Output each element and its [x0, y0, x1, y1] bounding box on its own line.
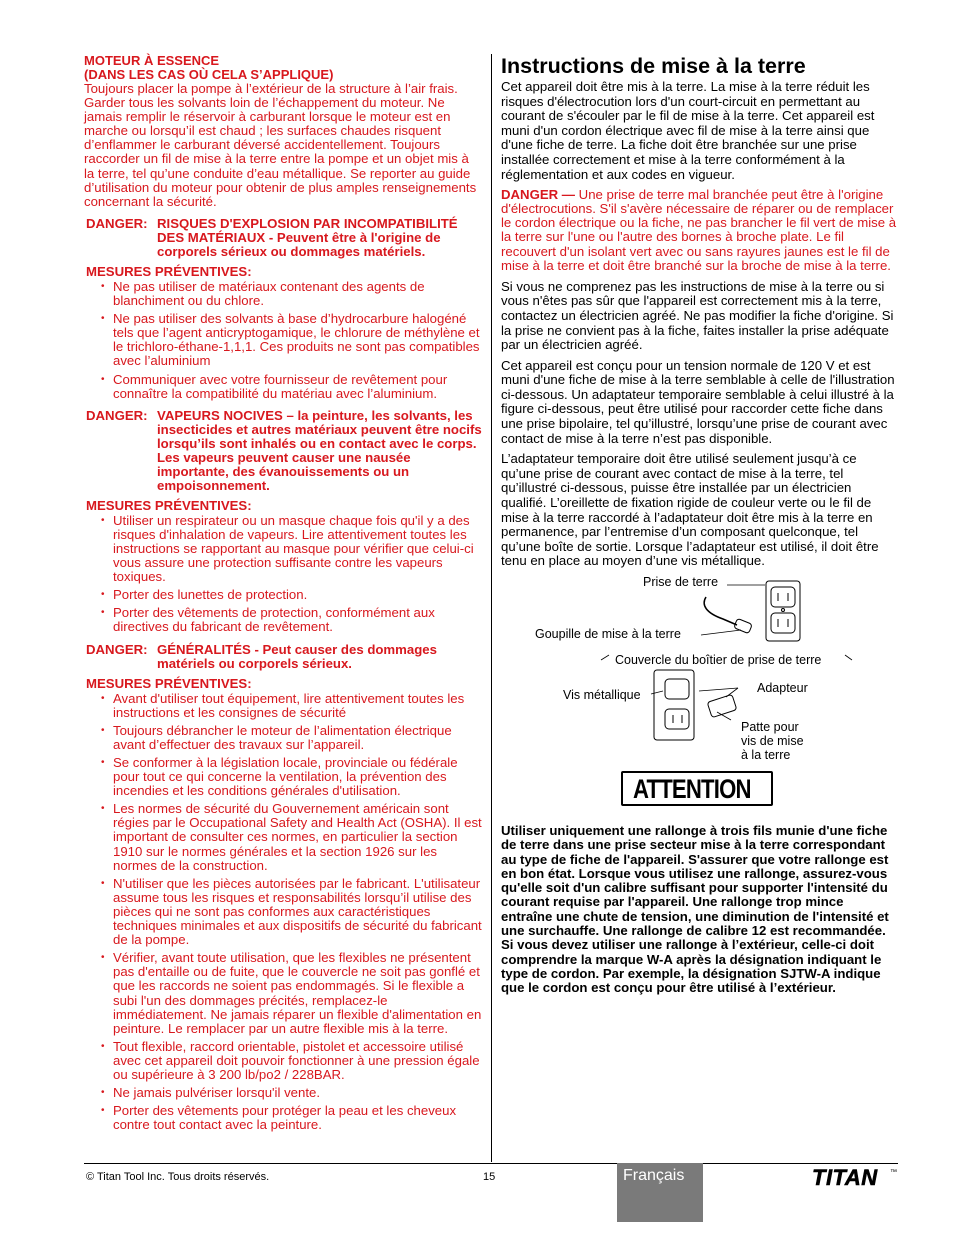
attention-box: [621, 771, 773, 806]
language-label: Français: [623, 1167, 685, 1184]
page-title: Instructions de mise à la terre: [501, 54, 806, 78]
danger-text: VAPEURS NOCIVES – la peinture, les solvants, les insecticides et autres matériaux peuvent être nocifs lorsqu’ils sont inhalés ou en contact avec le corps. Les vapeurs peuvent causer une nausée importante, des évanouissements ou un empoisonnement.: [157, 407, 482, 493]
titan-logo-icon: [810, 1165, 902, 1189]
grounding-figure: [501, 575, 897, 763]
titan-logo: [810, 1165, 902, 1194]
danger-vapors: [84, 409, 482, 493]
bullet-list-3: [84, 692, 482, 1133]
header-line-2: (DANS LES CAS OÙ CELA S’APPLIQUE): [84, 67, 334, 82]
extension-cord-text: Utiliser uniquement une rallonge à trois fils munie d'une fiche de terre dans une prise secteur mise à la terre correspondant au type de fiche de l'appareil. S'assurer que votre rallonge est en bon état. Lorsque vous utilisez une rallonge, assurez-vous qu'elle soit d'un calibre suffisant pour supporter l'intensité du courant requise par l'appareil. Une rallonge trop mince entraîne une chute de tension, une diminution de l'intensité et une surchauffe. Une rallonge de calibre 12 est recommandée. Si vous devez utiliser une rallonge à l’extérieur, celle-ci doit comprendre la marque W-A après la désignation indiquant le type de cordon. Par exemple, la désignation SJTW-A indique que le cordon est conçu pour être utilisé à l’extérieur.: [501, 823, 889, 996]
danger-label: DANGER:: [86, 407, 148, 423]
list-item: • Utiliser un respirateur ou un masque chaque fois qu'il y a des risques d'inhalation de vapeurs. Lire attentivement toutes les instructions se rapportant au masque pour vérifier que celui-ci vous assure une protection suffisante contre les vapeurs toxiques.: [84, 514, 482, 584]
danger-explosion: [84, 217, 482, 259]
danger-text: RISQUES D'EXPLOSION PAR INCOMPATIBILITÉ DES MATÉRIAUX - Peuvent être à l'origine de corporels sérieux ou dommages matériels.: [157, 215, 458, 259]
mesures-heading: MESURES PRÉVENTIVES:: [86, 675, 252, 691]
danger-label: DANGER —: [501, 187, 575, 203]
column-divider: [491, 54, 492, 1162]
footer-rule: [84, 1163, 898, 1164]
label-prise: Prise de terre: [643, 575, 719, 589]
label-patte-line: à la terre: [741, 748, 791, 762]
list-item: • Vérifier, avant toute utilisation, que les flexibles ne présentent pas d'entaille ou de fuite, que le couvercle ne soit pas gonflé et que les raccords ne soient pas endommagés. Si le flexible a subi l'un des dommages précités, remplacez-le immédiatement. Ne jamais réparer un flexible d'alimentation en peinture. Le remplacer par un autre flexible mis à la terre.: [84, 951, 482, 1036]
grounding-para-4: L’adaptateur temporaire doit être utilisé seulement jusqu’à ce qu’une prise de courant avec contact de mise à la terre, tel qu’illustré ci-dessous, puisse être installée par un électricien qualifié. L’oreillette de fixation rigide de couleur verte ou le fil de mise à la terre raccordé à l’adaptateur doit être mis à la terre en permanence, par l’entremise d’un composant quelconque, tel qu’une boîte de sortie. Lorsque l’adaptateur est utilisé, il doit être tenu en place au moyen d’une vis métallique.: [501, 451, 879, 569]
label-adapteur: Adapteur: [757, 681, 808, 695]
copyright: © Titan Tool Inc. Tous droits réservés.: [86, 1171, 270, 1183]
header-line-1: MOTEUR À ESSENCE: [84, 53, 220, 68]
list-item: • Ne pas utiliser des solvants à base d’hydrocarbure halogéné tels que l’agent anticryptogamique, le chlorure de méthylène et le trichloro-éthane-1,1,1. Ces produits ne sont pas compatibles avec l’aluminium: [84, 312, 482, 368]
grounding-intro: Cet appareil doit être mis à la terre. La mise à la terre réduit les risques d'électrocution lors d'un court-circuit en permettant au courant de s'écouler par le fil de mise à la terre. Cet appareil est muni d'un cordon électrique avec fil de mise à la terre ainsi que d'une fiche de terre. La fiche doit être branchée sur une prise installée correctement et mise à la terre conformément à la réglementation et aux codes en vigueur.: [501, 79, 875, 182]
list-item: • Les normes de sécurité du Gouvernement américain sont régies par le Occupational Safety and Health Act (OSHA). Il est important de consulter ces normes, en particulier la section 1910 sur le normes générales et la section 1926 sur les normes de la construction.: [84, 802, 482, 872]
label-patte-line: vis de mise: [741, 734, 804, 748]
gas-engine-text: Toujours placer la pompe à l’extérieur de la structure à l’air frais. Garder tous les solvants loin de l’échappement du moteur. Ne jamais remplir le réservoir à carburant lorsque le moteur est en marche ou lorsqu’il est chaud ; les surfaces chaudes risquent d’enflammer le carburant déversé accidentellement. Toujours raccorder un fil de mise à la terre entre la pompe et un objet mis à la terre, tel qu’une conduite d’eau métallique. Se reporter au guide d’utilisation du moteur pour obtenir de plus amples renseignements concernant la sécurité.: [84, 81, 477, 209]
bullet-list-2: [84, 514, 482, 635]
mesures-heading: MESURES PRÉVENTIVES:: [86, 263, 252, 279]
list-item: • Porter des lunettes de protection.: [84, 588, 482, 602]
grounding-para-3: Cet appareil est conçu pour un tension normale de 120 V et est muni d'une fiche de mise à la terre semblable à celle de l'illustration ci-dessous. Un adaptateur temporaire semblable à celui illustré à la figure ci-dessous, peut être utilisé pour raccorder cette fiche dans une prise bipolaire, tel qu’illustré, lorsqu’une prise de courant avec contact de mise à la terre n’est pas disponible.: [501, 357, 895, 446]
list-item: • Avant d'utiliser tout équipement, lire attentivement toutes les instructions et les consignes de sécurité: [84, 692, 482, 720]
list-item: • Ne pas utiliser de matériaux contenant des agents de blanchiment ou du chlore.: [84, 280, 482, 308]
bullet-list-1: [84, 280, 482, 401]
danger-label: DANGER:: [86, 641, 148, 657]
list-item: • N'utiliser que les pièces autorisées par le fabricant. L'utilisateur assume tous les risques et responsabilités lorsqu’il utilise des pièces qui ne sont pas conformes aux caractéristiques techniques minimales et aux dispositifs de sécurité du fabricant de la pompe.: [84, 877, 482, 947]
mesures-heading: MESURES PRÉVENTIVES:: [86, 497, 252, 513]
left-column: [84, 54, 482, 1136]
label-patte: [741, 720, 804, 762]
list-item: • Toujours débrancher le moteur de l’alimentation électrique avant d’effectuer des travaux sur l’appareil.: [84, 724, 482, 752]
gas-engine-header: [84, 54, 482, 82]
list-item: • Porter des vêtements pour protéger la peau et les cheveux contre tout contact avec la peinture.: [84, 1104, 482, 1132]
right-column: [501, 54, 897, 996]
list-item: • Ne jamais pulvériser lorsqu'il vente.: [84, 1086, 482, 1100]
label-couvercle: Couvercle du boîtier de prise de terre: [615, 653, 822, 667]
language-tab: [617, 1163, 703, 1222]
attention-title: ATTENTION: [633, 773, 751, 804]
svg-text:TITAN: TITAN: [812, 1165, 878, 1189]
list-item: • Se conformer à la législation locale, provinciale ou fédérale pour tout ce qui concerne la ventilation, la prévention des incendies et les conditions générales d'utilisation.: [84, 756, 482, 798]
label-patte-line: Patte pour: [741, 720, 799, 734]
grounding-para-2: Si vous ne comprenez pas les instructions de mise à la terre ou si vous n'êtes pas sûr que l'appareil est correctement mis à la terre, contactez un électricien agréé. Ne pas modifier la fiche d'origine. Si la prise ne convient pas à la fiche, faites installer la prise adéquate par un électricien agréé.: [501, 278, 894, 353]
danger-general: [84, 643, 482, 671]
danger-text: GÉNÉRALITÉS - Peut causer des dommages matériels ou corporels sérieux.: [157, 641, 437, 671]
label-goupille: Goupille de mise à la terre: [535, 627, 681, 641]
list-item: • Porter des vêtements de protection, conformément aux directives du fabricant de revêtement.: [84, 606, 482, 634]
svg-text:™: ™: [890, 1169, 897, 1176]
list-item: • Communiquer avec votre fournisseur de revêtement pour connaître la compatibilité du matériau avec l’aluminium.: [84, 373, 482, 401]
danger-text: Une prise de terre mal branchée peut être à l'origine d'électrocutions. S'il s'avère nécessaire de réparer ou de remplacer le cordon électrique ou la fiche, ne pas brancher le fil vert de mise à la terre sur l'une ou l'autre des bornes à broche plate. Le fil recouvert d'un isolant vert avec ou sans rayures jaunes est le fil de mise à la terre et doit être branché sur la broche de mise à la terre.: [501, 187, 897, 273]
grounding-danger: [501, 188, 897, 273]
list-item: • Tout flexible, raccord orientable, pistolet et accessoire utilisé avec cet appareil doit pouvoir fonctionner à une pression égale ou supérieure à 3 200 lb/po2 / 228BAR.: [84, 1040, 482, 1082]
outlet-illustration: [501, 575, 897, 763]
danger-label: DANGER:: [86, 215, 148, 231]
label-vis: Vis métallique: [563, 688, 641, 702]
page-number: 15: [483, 1171, 496, 1183]
